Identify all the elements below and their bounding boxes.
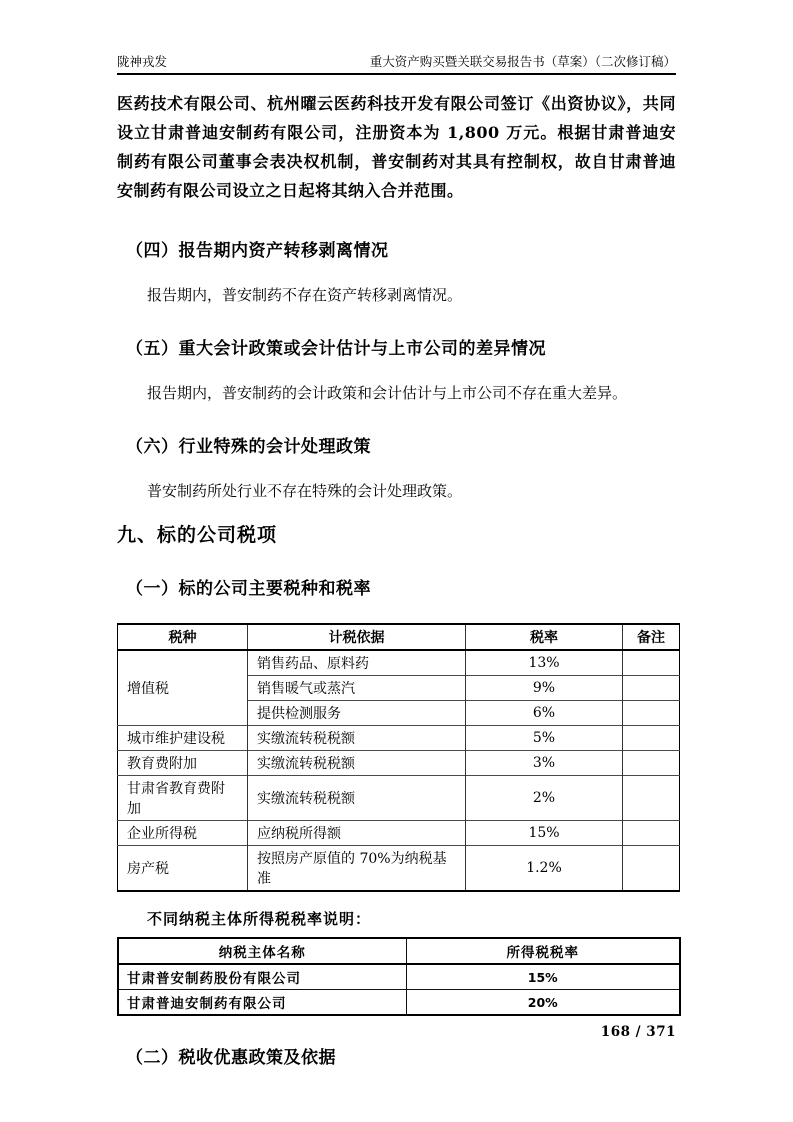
table-row <box>118 964 680 990</box>
tax-rate-cell: 9% <box>466 676 623 701</box>
tax-table-header-tax: 税种 <box>118 624 248 650</box>
table-row <box>118 751 680 776</box>
entity-name-cell: 甘肃普迪安制药有限公司 <box>118 990 406 1016</box>
table-row <box>118 821 680 846</box>
tax-table-header-note: 备注 <box>637 630 665 646</box>
subsection-heading-1: （一）标的公司主要税种和税率 <box>126 579 371 599</box>
tax-name-cell: 增值税 <box>118 650 248 726</box>
tax-table-header-row <box>118 624 680 650</box>
tax-note-cell <box>623 846 680 892</box>
intro-paragraph: 医药技术有限公司、杭州曜云医药科技开发有限公司签订《出资协议》，共同设立甘肃普迪安制药有限公司，注册资本为 1,800 万元。根据甘肃普迪安制药有限公司董事会表决权机制，普安制药对其具有控制权，故自甘肃普迪安制药有限公司设立之日起将其纳入合并范围。 <box>117 94 676 200</box>
subsection-heading-2: （二）税收优惠政策及依据 <box>126 1048 336 1068</box>
tax-rate-table <box>117 623 680 892</box>
tax-rate-cell: 1.2% <box>466 846 623 892</box>
tax-note-cell <box>623 676 680 701</box>
tax-note-cell <box>623 701 680 726</box>
tax-note-cell <box>623 726 680 751</box>
section-heading-5: （五）重大会计政策或会计估计与上市公司的差异情况 <box>126 339 546 359</box>
section-heading-6: （六）行业特殊的会计处理政策 <box>126 437 371 457</box>
table-row <box>118 990 680 1016</box>
tax-basis-cell: 销售药品、原料药 <box>248 650 466 676</box>
section-body-4: 报告期内，普安制药不存在资产转移剥离情况。 <box>147 286 463 304</box>
tax-name-cell: 企业所得税 <box>118 821 248 846</box>
tax-rate-cell: 15% <box>466 821 623 846</box>
page-number: 168 / 371 <box>600 1024 676 1040</box>
tax-name-cell: 教育费附加 <box>118 751 248 776</box>
table-row <box>118 650 680 676</box>
chapter-heading-9: 九、标的公司税项 <box>117 524 278 546</box>
section-heading-4: （四）报告期内资产转移剥离情况 <box>126 241 389 261</box>
tax-rate-cell: 2% <box>466 776 623 821</box>
tax-table-header-rate: 税率 <box>466 624 623 650</box>
tax-note-cell <box>623 751 680 776</box>
tax-rate-cell: 5% <box>466 726 623 751</box>
entity-rate-cell: 20% <box>527 994 558 1010</box>
table-row <box>118 726 680 751</box>
tax-basis-cell: 实缴流转税税额 <box>248 776 466 821</box>
tax-rate-cell: 6% <box>466 701 623 726</box>
tax-rate-cell: 3% <box>466 751 623 776</box>
tax-basis-cell: 销售暖气或蒸汽 <box>248 676 466 701</box>
income-tax-header-name: 纳税主体名称 <box>118 938 406 964</box>
income-tax-note: 不同纳税主体所得税税率说明： <box>147 910 372 928</box>
tax-name-cell: 甘肃省教育费附加 <box>118 776 248 821</box>
tax-basis-cell: 按照房产原值的 70%为纳税基准 <box>248 846 466 892</box>
tax-rate-cell: 13% <box>466 650 623 676</box>
entity-name-cell: 甘肃普安制药股份有限公司 <box>118 964 406 990</box>
tax-table-header-basis: 计税依据 <box>248 624 466 650</box>
tax-name-cell: 房产税 <box>118 846 248 892</box>
income-tax-table <box>117 937 681 1016</box>
tax-name-cell: 城市维护建设税 <box>118 726 248 751</box>
tax-basis-cell: 应纳税所得额 <box>248 821 466 846</box>
section-body-5: 报告期内，普安制药的会计政策和会计估计与上市公司不存在重大差异。 <box>147 384 628 402</box>
table-row <box>118 776 680 821</box>
header-company-name: 陇神戎发 <box>117 54 168 69</box>
page-header <box>117 0 676 75</box>
tax-basis-cell: 实缴流转税税额 <box>248 751 466 776</box>
tax-basis-cell: 实缴流转税税额 <box>248 726 466 751</box>
tax-note-cell <box>623 776 680 821</box>
income-tax-header-rate: 所得税税率 <box>506 945 579 961</box>
section-body-6: 普安制药所处行业不存在特殊的会计处理政策。 <box>147 482 463 500</box>
header-report-title: 重大资产购买暨关联交易报告书（草案）（二次修订稿） <box>369 54 676 69</box>
table-row <box>118 846 680 892</box>
tax-note-cell <box>623 821 680 846</box>
entity-rate-cell: 15% <box>527 969 558 985</box>
income-tax-header-row <box>118 938 680 964</box>
tax-note-cell <box>623 650 680 676</box>
tax-basis-cell: 提供检测服务 <box>248 701 466 726</box>
